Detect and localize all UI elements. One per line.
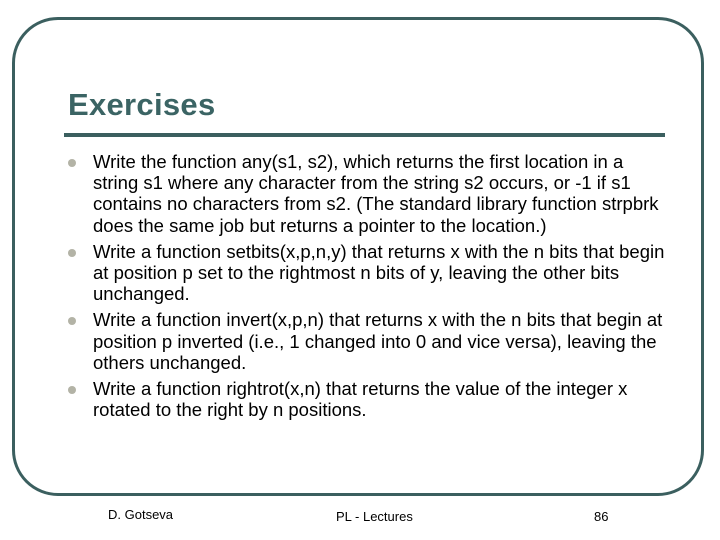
bullet-text-3: Write a function invert(x,p,n) that returns x with the n bits that begin at position p inverted (i.e., 1 changed into 0 and vice versa), leaving the others unchanged. [93,309,663,373]
bullet-item-3 [66,309,666,373]
bullet-text-4: Write a function rightrot(x,n) that returns the value of the integer x rotated to the right by n positions. [93,378,628,421]
bullet-dot-icon [68,159,76,167]
bullet-dot-icon [68,386,76,394]
bullet-dot-icon [68,249,76,257]
bullet-dot-icon [68,317,76,325]
footer-page-number: 86 [594,509,609,524]
bullet-item-4 [66,378,666,420]
title-underline [64,133,665,137]
bullet-text-1: Write the function any(s1, s2), which returns the first location in a string s1 where any character from the string s2 occurs, or -1 if s1 contains no characters from s2. (The standard library function strpbrk does the same job but returns a pointer to the location.) [93,151,659,236]
footer-course: PL - Lectures [336,509,413,524]
bullet-list [66,151,666,425]
bullet-item-1 [66,151,666,236]
slide-title: Exercises [68,87,216,122]
bullet-text-2: Write a function setbits(x,p,n,y) that returns x with the n bits that begin at position p set to the rightmost n bits of y, leaving the other bits unchanged. [93,240,665,305]
footer-author: D. Gotseva [108,507,174,522]
bullet-item-2 [66,241,666,305]
